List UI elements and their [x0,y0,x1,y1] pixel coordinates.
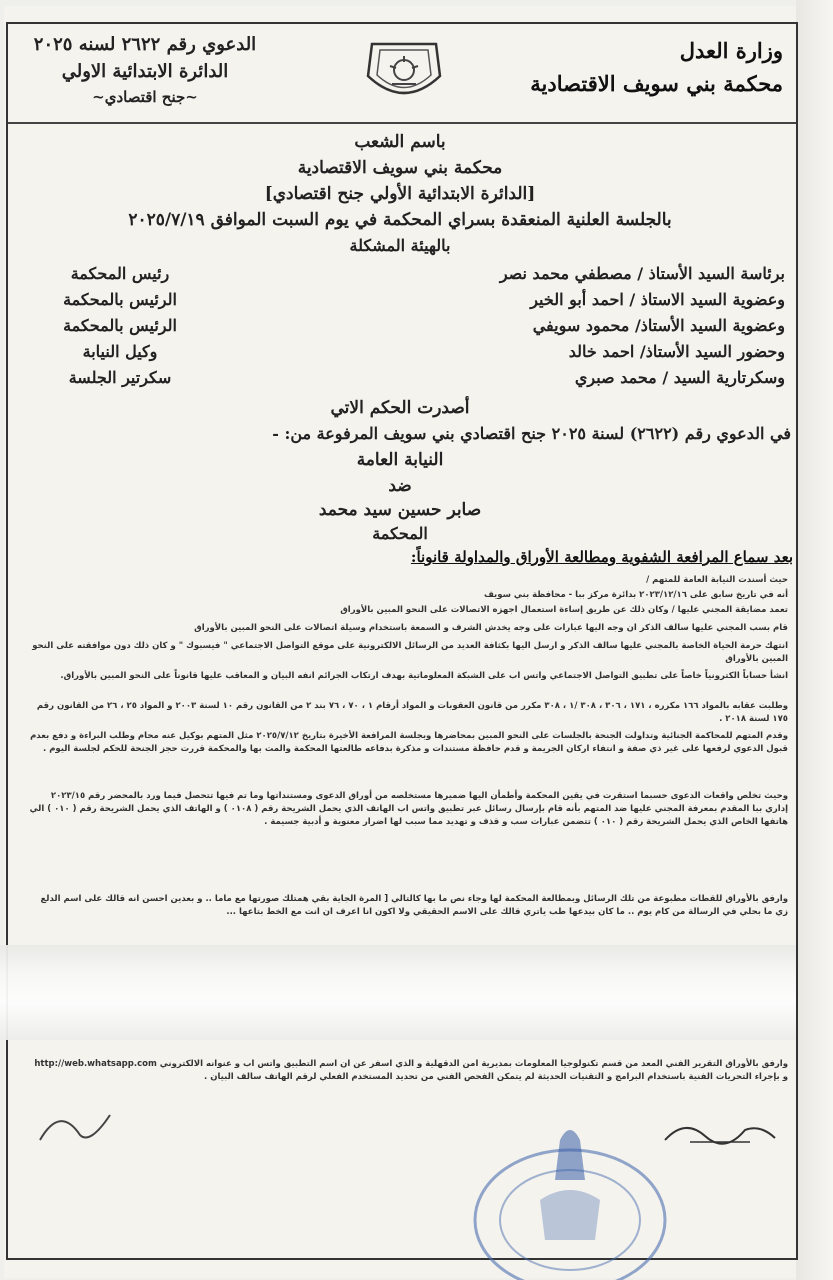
against-label: ضد [388,476,412,496]
body-paragraph: وقدم المتهم للمحاكمة الجنائية وتداولت الجنحة بالجلسات على النحو المبين بمحاضرها وبجلسة المرافعة الأخيرة بتاريخ ٢٠٢٥/٧/١٢ مثل المتهم بوكيل عنه محام وطلب البراءة و دفع بعدم قبول الدعوي لرفعها على غير ذي صفة و انتفاء اركان الجريمة و قدم حافظة مستندات و مذكرة بدفاعه طالعتها المحكمة والمت بها والمحكمة قررت حجز الجنحة للحكم لجلسة اليوم . [30,731,788,754]
panel-role: رئيس المحكمة [70,264,170,283]
title-court: محكمة بني سويف الاقتصادية [297,158,503,178]
blurred-region [0,945,796,1040]
body-paragraph: تعمد مضايقة المجني عليها / وكان ذلك عن طريق إساءة استعمال اجهزه الاتصالات على النحو المبين بالأوراق [340,605,788,615]
in-name-of-people: باسم الشعب [354,132,446,152]
panel-role: وكيل النيابة [82,342,158,361]
circuit-name: الدائرة الابتدائية الاولي [61,61,229,82]
body-paragraph: حيث أسندت النيابة العامة للمتهم / [646,575,788,585]
body-paragraph: أنه في تاريخ سابق على ٢٠٢٣/١٢/١٦ بدائرة مركز ببا - محافظة بني سويف [483,590,788,600]
panel-row-president [35,264,785,290]
after-hearing-heading: بعد سماع المرافعة الشفوية ومطالعة الأوراق والمداولة قانوناً: [410,548,793,566]
header-ministry-block [530,38,783,96]
court-seal-stamp-icon [470,1120,670,1280]
panel-name: وعضوية السيد الاستاذ / احمد أبو الخير [530,290,785,309]
panel-row-prosecutor [35,342,785,368]
header-divider [8,122,796,124]
signature-right [660,1110,780,1150]
panel-name: وسكرتارية السيد / محمد صبري [574,368,785,387]
footer-paragraph: وارفق بالأوراق التقرير الفني المعد من قسم تكنولوجيا المعلومات بمديرية امن الدقهلية و الذي اسفر عن ان اسم التطبيق واتس اب و عنوانه الالكتروني http://web.whatsapp.com و بإجراء التحريات الفنية باستخدام البرامج و التقنيات الحديثة لم يتمكن الفحص الفني من تحديد المستخدم الفعلي لرقم الهاتف سالف البيان . [34,1059,788,1082]
panel-row-member-2 [35,316,785,342]
plaintiff: النيابة العامة [356,450,444,470]
court-emblem-icon [360,36,448,112]
court-name: محكمة بني سويف الاقتصادية [530,71,783,96]
title-circuit: [الدائرة الابتدائية الأولي جنح اقتصادي] [264,184,536,204]
court-label: المحكمة [372,524,428,543]
panel-role: الرئيس بالمحكمة [63,316,177,335]
case-type: ~جنح اقتصادي~ [92,88,198,106]
panel-row-secretary [35,368,785,394]
panel-name: برئاسة السيد الأستاذ / مصطفي محمد نصر [499,264,785,283]
panel-name: وحضور السيد الأستاذ/ احمد خالد [568,342,785,361]
body-paragraph: انشأ حساباً الكترونياً خاصاً على تطبيق التواصل الاجتماعي واتس اب على الشبكة المعلوماتية بهدف ارتكاب الجرائم انفه البيان و المعاقب عليها قانوناً على النحو المبين بالأوراق. [60,671,788,681]
body-paragraph: وحيث تخلص واقعات الدعوى حسبما استقرت في يقين المحكمة وأطمأن اليها ضميرها مستخلصه من أوراق الدعوى ومستنداتها وما تم فيها تتحصل فيما ورد بالمحضر رقم ٢٠٢٣/١٥ إداري ببا المقدم بمعرفة المجني عليها ضد المتهم بأنه قام بإرسال رسائل عبر تطبيق واتس اب الهاتف الذي يحمل الشريحة رقم ( ٠١٠٨ ) و الهاتف الذي يحمل الشريحة رقم ( ٠١٠ ) الي هاتفها الخاص الذي يحمل الشريحة رقم ( ٠١٠ ) تتضمن عبارات سب و قذف و تهديد مما سبب لها اضرار معنوية و أدبية جسيمة . [29,791,788,827]
header-case-block [30,34,260,106]
ministry-name: وزارة العدل [679,38,783,63]
body-paragraph: وطلبت عقابه بالمواد ١٦٦ مكرره ، ١٧١ ، ٣٠٦ ، ٣٠٨ /١ ، ٣٠٨ مكرر من قانون العقوبات و المواد أرقام ١ ، ٧٠ ، ٧٦ بند ٢ من القانون رقم ١٠ لسنة ٢٠٠٣ و المواد ٢٥ ، ٢٦ من القانون رقم ١٧٥ لسنة ٢٠١٨ . [36,701,788,724]
judgment-issued: أصدرت الحكم الاتي [330,398,470,418]
session-line: بالجلسة العلنية المنعقدة بسراي المحكمة في يوم السبت الموافق ٢٠٢٥/٧/١٩ [128,210,672,230]
signature-left [30,1100,120,1150]
body-paragraph: قام بسب المجني عليها سالف الذكر ان وجه اليها عبارات على وجه يخدش الشرف و السمعة باستخدام وسيلة اتصالات على النحو المبين بالأوراق [194,623,788,633]
case-line: في الدعوي رقم (٢٦٢٢) لسنة ٢٠٢٥ جنح اقتصادي بني سويف المرفوعة من: - [272,424,791,443]
panel-intro: بالهيئة المشكلة [349,236,451,255]
body-paragraph: انتهك حرمة الحياة الخاصة بالمجني عليها سالف الذكر و ارسل اليها بكثافة العديد من الرسائل الالكترونية على موقع التواصل الاجتماعي " فيسبوك " و كان ذلك دون موافقته على النحو المبين بالأوراق [32,641,788,664]
panel-name: وعضوية السيد الأستاذ/ محمود سويفي [532,316,785,335]
panel-row-member-1 [35,290,785,316]
panel-role: الرئيس بالمحكمة [63,290,177,309]
panel-role: سكرتير الجلسة [68,368,172,387]
case-number: الدعوي رقم ٢٦٢٢ لسنه ٢٠٢٥ [33,34,257,55]
defendant: صابر حسين سيد محمد [318,500,482,520]
page-edge [796,0,833,1280]
body-paragraph: وارفق بالأوراق للقطات مطبوعة من تلك الرسائل وبمطالعة المحكمة لها وجاء نص ما بها كالتالي [ المرة الجاية بقي همتلك صورتها مع ماما .. و بعدين احسن انه قالك على اسم الدلع زي ما بحلي في الرسالة من كام يوم .. ما كان بيدعها طب ياتري قالك على الاسم الحقيقي ولا اكون انا اعرف ان انت مع الخط بتاعها ... [40,894,788,917]
